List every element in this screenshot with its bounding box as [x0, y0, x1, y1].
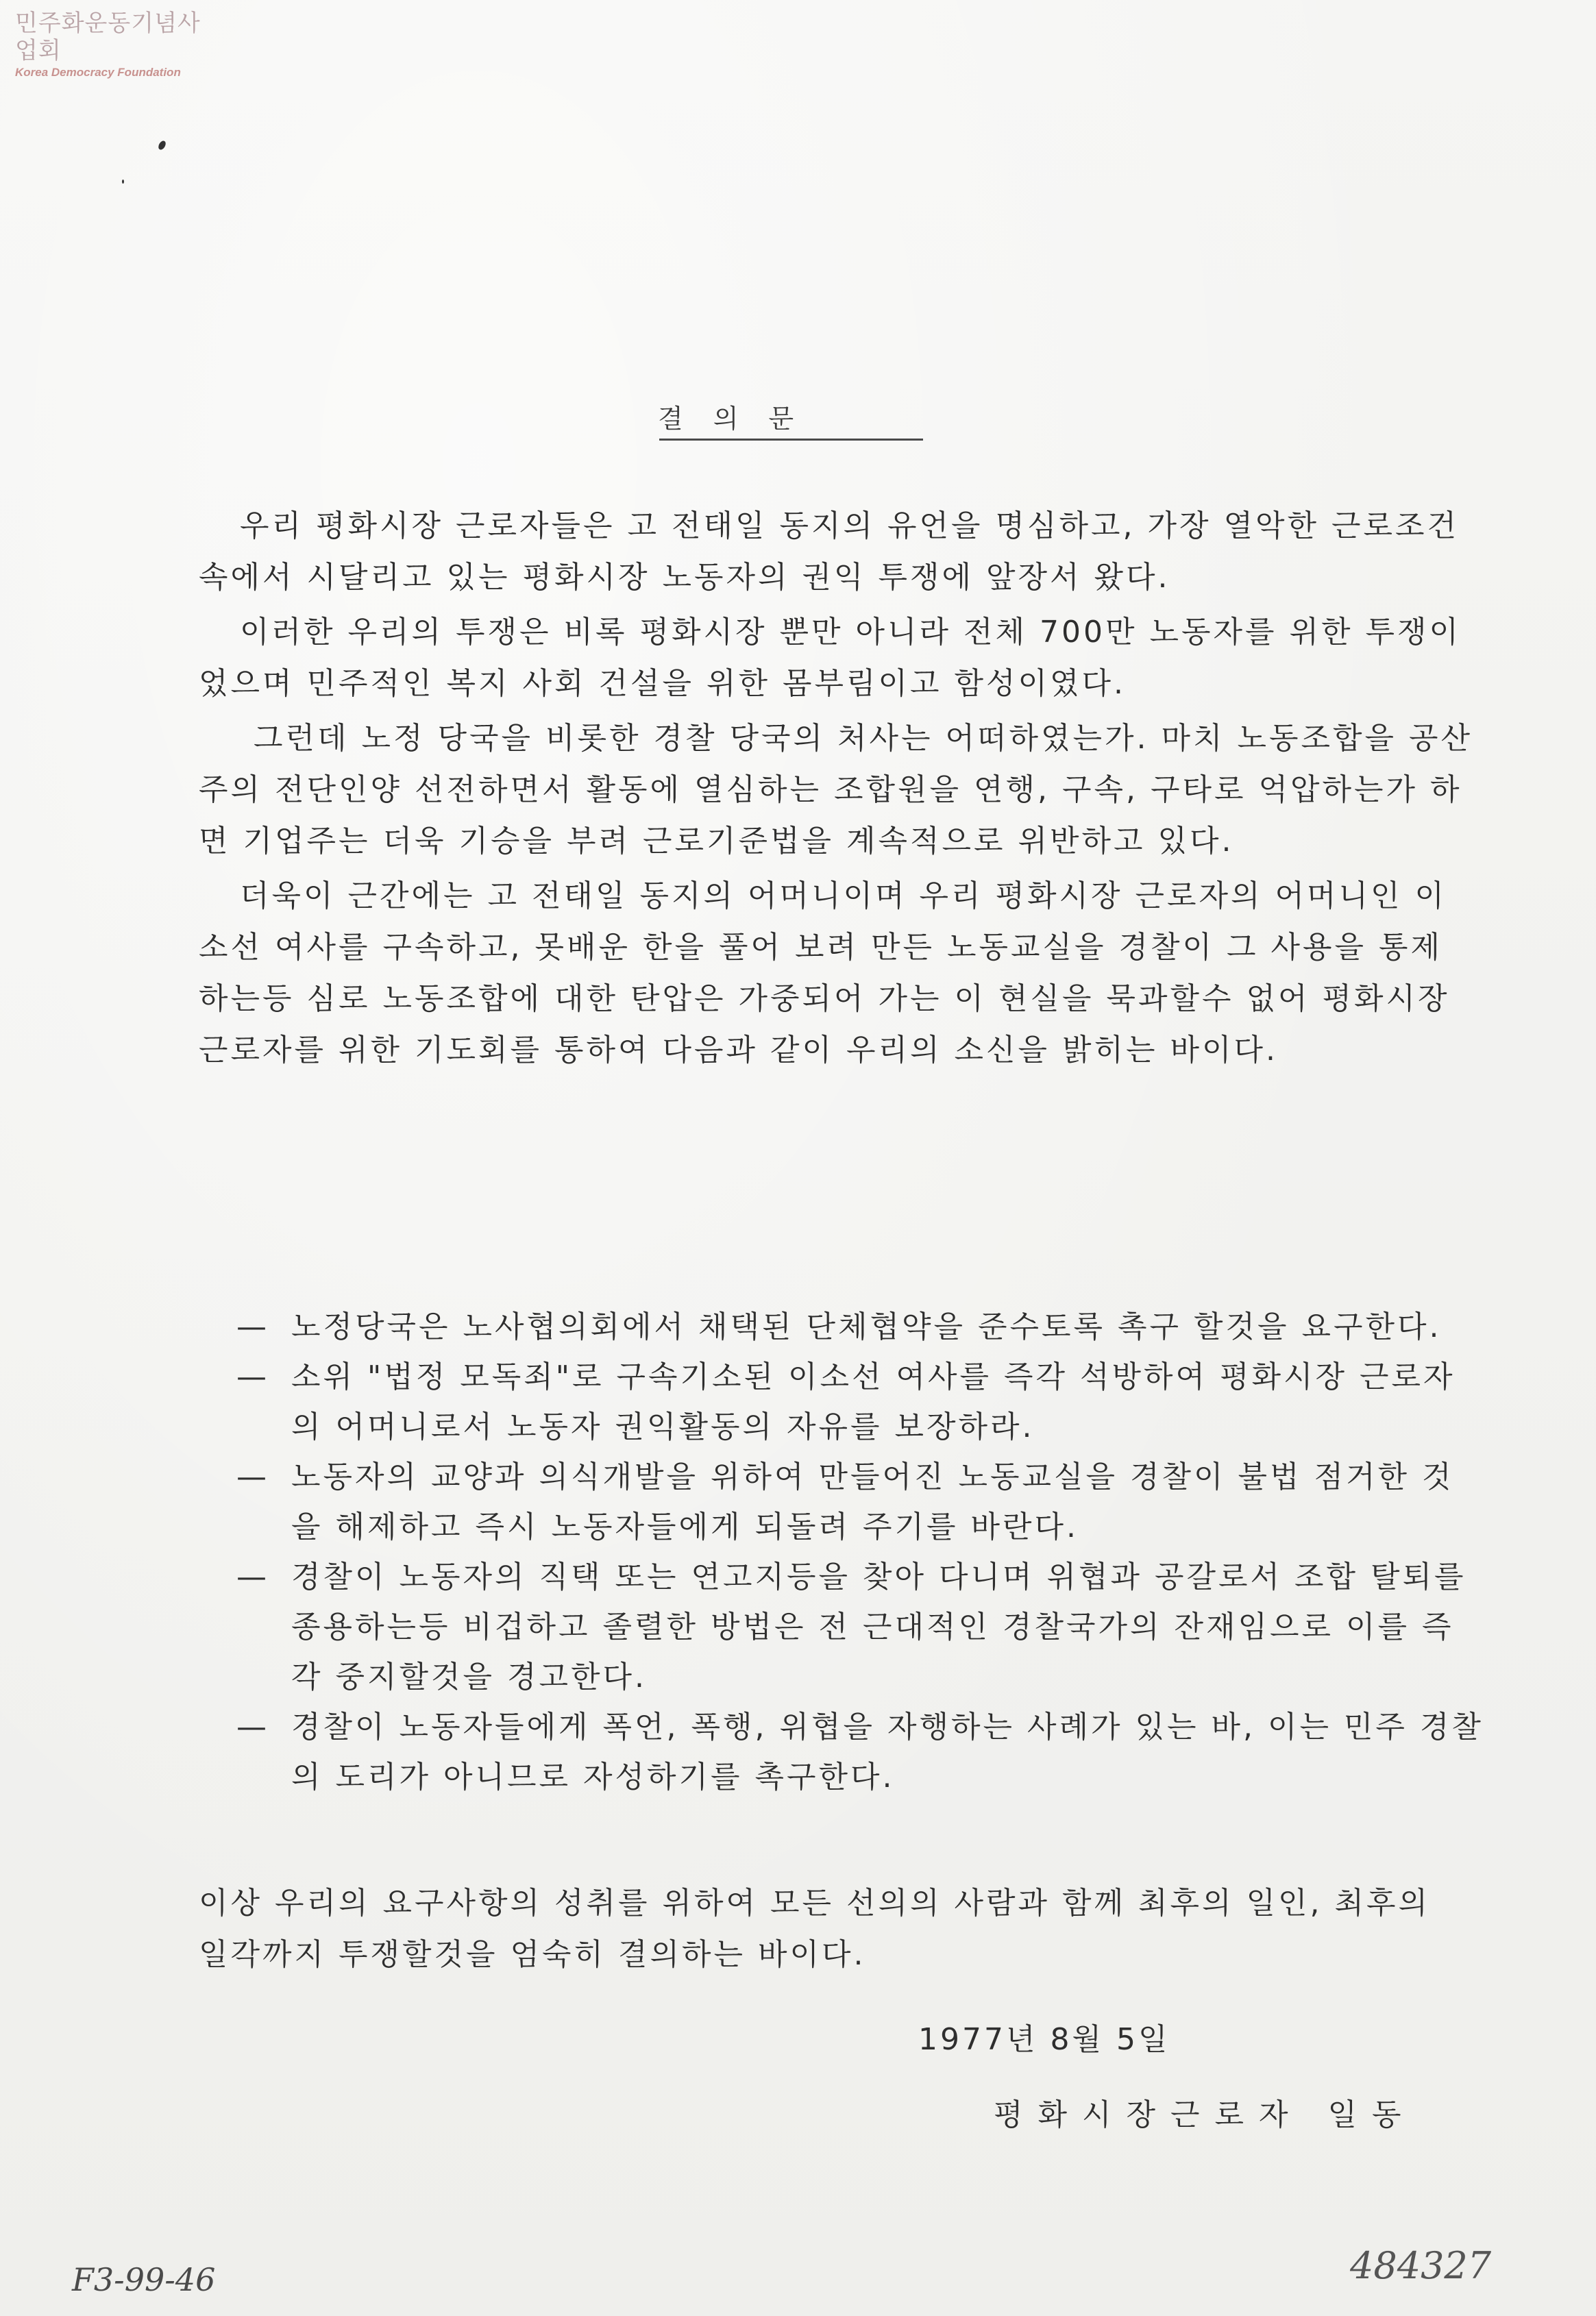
demand-item [236, 1352, 1484, 1452]
demand-item [236, 1552, 1484, 1702]
demand-text: 경찰이 노동자의 직택 또는 연고지등을 찾아 다니며 위협과 공갈로서 조합 탈퇴를 종용하는등 비겁하고 졸렬한 방법은 전 근대적인 경찰국가의 잔재임으로 이를 즉각 중지할것을 경고한다. [291, 1560, 1466, 1695]
demand-item [236, 1702, 1484, 1802]
closing-resolution: 이상 우리의 요구사항의 성취를 위하여 모든 선의의 사람과 함께 최후의 일인, 최후의 일각까지 투쟁할것을 엄숙히 결의하는 바이다. [199, 1886, 1430, 1972]
demand-dash: — [236, 1459, 269, 1494]
demand-item [236, 1452, 1484, 1552]
logo-korean-text: 민주화운동기념사업회 [15, 10, 201, 64]
ink-speck [157, 140, 167, 151]
ink-speck [122, 180, 124, 184]
demand-dash: — [236, 1359, 269, 1394]
document-body [199, 500, 1473, 1079]
body-paragraph: 그런데 노정 당국을 비롯한 경찰 당국의 처사는 어떠하였는가. 마치 노동조합을 공산주의 전단인양 선전하면서 활동에 열심하는 조합원을 연행, 구속, 구타로 억압하는가 하면 기업주는 더욱 기승을 부려 근로기준법을 계속적으로 위반하고 있다. [199, 721, 1473, 859]
demand-dash: — [236, 1560, 269, 1594]
demand-text: 경찰이 노동자들에게 폭언, 폭행, 위협을 자행하는 사례가 있는 바, 이는 민주 경찰의 도리가 아니므로 자성하기를 촉구한다. [291, 1710, 1484, 1795]
demand-text: 소위 "법정 모독죄"로 구속기소된 이소선 여사를 즉각 석방하여 평화시장 근로자의 어머니로서 노동자 권익활동의 자유를 보장하라. [291, 1359, 1456, 1444]
handwritten-archive-code: F3-99-46 [72, 2261, 216, 2298]
signatory: 평화시장근로자 일동 [994, 2097, 1416, 2132]
document-title: 결의문 [658, 404, 824, 434]
body-paragraph: 우리 평화시장 근로자들은 고 전태일 동지의 유언을 명심하고, 가장 열악한 근로조건 속에서 시달리고 있는 평화시장 노동자의 권익 투쟁에 앞장서 왔다. [199, 508, 1459, 595]
demand-dash: — [236, 1309, 269, 1344]
demand-text: 노동자의 교양과 의식개발을 위하여 만들어진 노동교실을 경찰이 불법 점거한 것을 해제하고 즉시 노동자들에게 되돌려 주기를 바란다. [291, 1459, 1454, 1544]
body-paragraph: 이러한 우리의 투쟁은 비록 평화시장 뿐만 아니라 전체 700만 노동자를 위한 투쟁이었으며 민주적인 복지 사회 건설을 위한 몸부림이고 함성이였다. [199, 615, 1461, 701]
handwritten-number: 484327 [1350, 2244, 1492, 2287]
logo-english-text: Korea Democracy Foundation [15, 66, 181, 79]
demand-text: 노정당국은 노사협의회에서 채택된 단체협약을 준수토록 촉구 할것을 요구한다. [291, 1309, 1442, 1344]
body-paragraph: 더욱이 근간에는 고 전태일 동지의 어머니이며 우리 평화시장 근로자의 어머니인 이소선 여사를 구속하고, 못배운 한을 풀어 보려 만든 노동교실을 경찰이 그 사용을 통제하는등 심로 노동조합에 대한 탄압은 가중되어 가는 이 현실을 묵과할수 없어 평화시장 근로자를 위한 기도회를 통하여 다음과 같이 우리의 소신을 밝히는 바이다. [199, 878, 1450, 1068]
demand-item [236, 1302, 1484, 1352]
demands-list [236, 1302, 1484, 1802]
document-date: 1977년 8월 5일 [918, 2022, 1170, 2057]
title-underline [659, 439, 923, 441]
demand-dash: — [236, 1710, 269, 1745]
foundation-logo [15, 10, 221, 79]
